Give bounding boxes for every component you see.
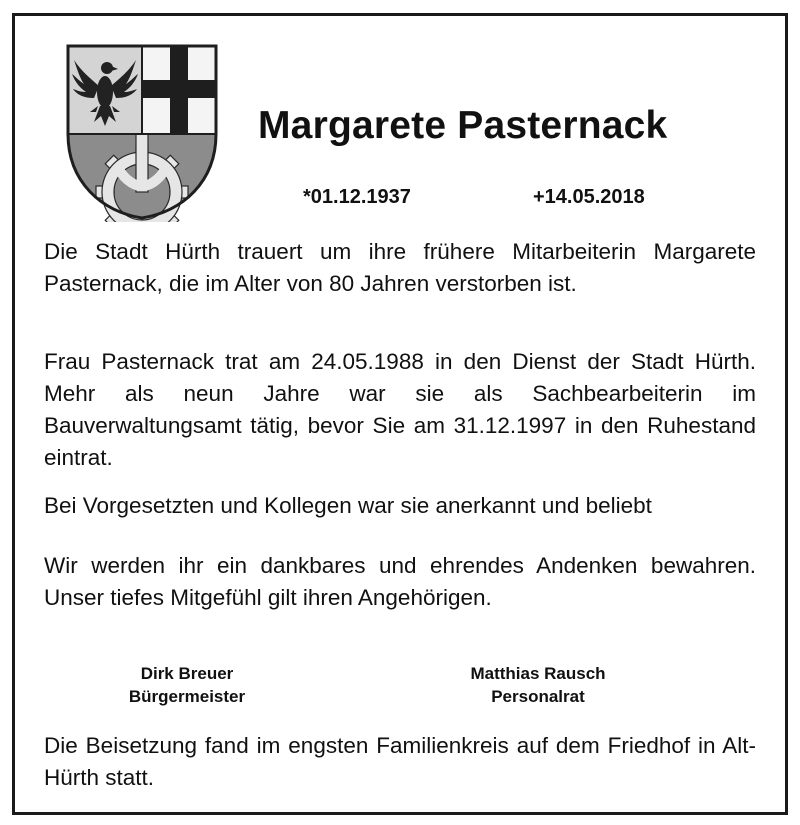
colleagues-paragraph: Bei Vorgesetzten und Kollegen war sie anerkannt und beliebt [44,493,652,518]
signatory-name: Dirk Breuer [140,664,234,683]
signatory-mayor [112,662,262,708]
memory-paragraph: Wir werden ihr ein dankbares und ehrendes Andenken bewahren. Unser tiefes Mitgefühl gilt ihren Angehörigen. [44,553,756,610]
coat-of-arms-icon [64,42,220,222]
signatory-name: Matthias Rausch [470,664,606,683]
intro-paragraph: Die Stadt Hürth trauert um ihre frühere Mitarbeiterin Margarete Pasternack, die im Alter von 80 Jahren verstorben ist. [44,239,756,296]
death-date: +14.05.2018 [533,186,645,208]
signatory-title: Personalrat [491,687,585,706]
birth-date: *01.12.1937 [303,186,411,208]
funeral-paragraph: Die Beisetzung fand im engsten Familienkreis auf dem Friedhof in Alt-Hürth statt. [44,733,756,790]
signatory-title: Bürgermeister [128,687,246,706]
deceased-name: Margarete Pasternack [258,104,668,147]
career-paragraph: Frau Pasternack trat am 24.05.1988 in den Dienst der Stadt Hürth. Mehr als neun Jahre war sie als Sachbearbeiterin im Bauverwaltungsamt tätig, bevor Sie am 31.12.1997 in den Ruhestand eintrat. [44,349,756,470]
signatory-staff-council [446,662,630,708]
